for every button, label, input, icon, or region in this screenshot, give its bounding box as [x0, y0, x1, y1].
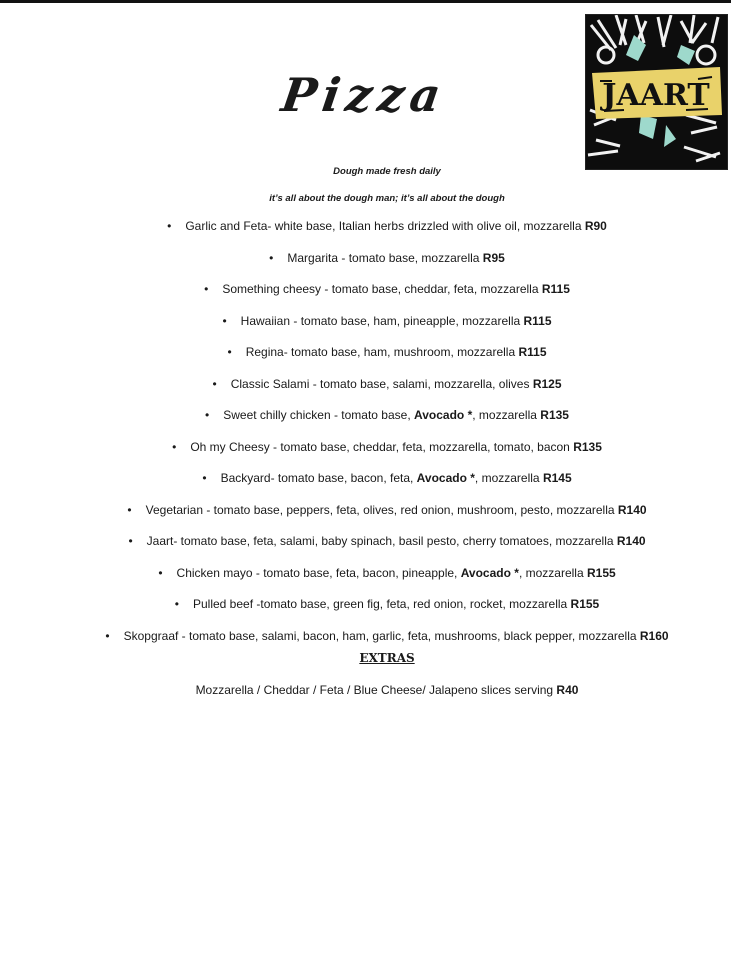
item-price: R115: [523, 313, 552, 328]
extras-line: [0, 683, 731, 697]
item-desc-rest: , mozzarella: [474, 471, 543, 485]
menu-item-jaart: [0, 533, 731, 565]
bullet-icon: •: [174, 597, 179, 611]
item-desc: Something cheesy - tomato base, cheddar, feta, mozzarella: [222, 282, 542, 296]
item-price: R140: [617, 502, 647, 517]
item-price: R135: [540, 408, 569, 422]
item-avocado: Avocado *: [416, 471, 475, 485]
item-desc: Vegetarian - tomato base, peppers, feta, olives, red onion, mushroom, pesto, mozzarella: [145, 502, 618, 517]
tagline-all-about-dough: it’s all about the dough man; it’s all about the dough: [269, 193, 505, 204]
extras-heading: EXTRAS: [359, 651, 415, 665]
bullet-icon: •: [128, 534, 133, 548]
menu-item-classic-salami: [0, 376, 731, 408]
bullet-icon: •: [227, 345, 232, 359]
top-border: [0, 0, 731, 3]
item-desc: Pulled beef -tomato base, green fig, feta, red onion, rocket, mozzarella: [192, 597, 571, 611]
item-desc: Oh my Cheesy - tomato base, cheddar, feta, mozzarella, tomato, bacon: [190, 439, 574, 454]
item-avocado: Avocado *: [414, 408, 473, 422]
item-price: R90: [584, 219, 607, 233]
extras-price: R40: [556, 683, 579, 697]
tagline-fresh-dough: Dough made fresh daily: [333, 166, 441, 177]
bullet-icon: •: [212, 376, 217, 391]
item-desc: Backyard- tomato base, bacon, feta,: [220, 471, 417, 485]
item-price: R145: [542, 471, 572, 485]
item-price: R155: [586, 565, 616, 580]
item-desc: Skopgraaf - tomato base, salami, bacon, ham, garlic, feta, mushrooms, black pepper, mozzarella: [123, 628, 640, 643]
item-price: R115: [518, 345, 547, 359]
bullet-icon: •: [172, 439, 177, 454]
bullet-icon: •: [202, 471, 207, 485]
bullet-icon: •: [269, 250, 274, 265]
menu-item-hawaiian: [0, 313, 731, 345]
menu-item-something-cheesy: [0, 281, 731, 313]
bullet-icon: •: [222, 313, 227, 328]
item-price: R95: [482, 250, 505, 265]
item-desc-rest: , mozzarella: [518, 565, 587, 580]
item-price: R160: [639, 628, 669, 643]
bullet-icon: •: [105, 628, 110, 643]
page-title: Pizza: [278, 68, 450, 122]
extras-text: Mozzarella / Cheddar / Feta / Blue Cheese/ Jalapeno slices serving: [195, 683, 557, 697]
item-desc: Regina- tomato base, ham, mushroom, mozzarella: [245, 345, 519, 359]
menu-item-garlic-feta: [0, 218, 731, 250]
item-desc: Garlic and Feta- white base, Italian herbs drizzled with olive oil, mozzarella: [185, 219, 585, 233]
jaart-logo: [585, 14, 728, 170]
bullet-icon: •: [204, 282, 209, 296]
menu-item-regina: [0, 344, 731, 376]
bullet-icon: •: [158, 565, 163, 580]
menu-item-chicken-mayo: [0, 565, 731, 597]
menu-item-pulled-beef: [0, 596, 731, 628]
bullet-icon: •: [205, 408, 210, 422]
item-desc: Jaart- tomato base, feta, salami, baby spinach, basil pesto, cherry tomatoes, mozzarella: [146, 534, 617, 548]
menu-item-margarita: [0, 250, 731, 282]
menu-item-vegetarian: [0, 502, 731, 534]
item-desc-rest: , mozzarella: [472, 408, 541, 422]
item-desc: Hawaiian - tomato base, ham, pineapple, mozzarella: [240, 313, 524, 328]
bullet-icon: •: [167, 219, 172, 233]
item-avocado: Avocado *: [460, 565, 519, 580]
item-price: R115: [541, 282, 570, 296]
menu-item-oh-my-cheesy: [0, 439, 731, 471]
item-price: R135: [573, 439, 602, 454]
menu-item-backyard: [0, 470, 731, 502]
logo-wordmark: JAART: [602, 78, 710, 113]
bullet-icon: •: [127, 502, 132, 517]
menu-item-sweet-chilly-chicken: [0, 407, 731, 439]
item-price: R155: [570, 597, 600, 611]
item-price: R125: [532, 376, 562, 391]
item-price: R140: [616, 534, 646, 548]
item-desc: Margarita - tomato base, mozzarella: [287, 250, 483, 265]
logo-artwork: [586, 15, 727, 169]
item-desc: Sweet chilly chicken - tomato base,: [223, 408, 414, 422]
item-desc: Chicken mayo - tomato base, feta, bacon, pineapple,: [176, 565, 461, 580]
item-desc: Classic Salami - tomato base, salami, mozzarella, olives: [230, 376, 533, 391]
pizza-menu-list: [0, 218, 731, 659]
